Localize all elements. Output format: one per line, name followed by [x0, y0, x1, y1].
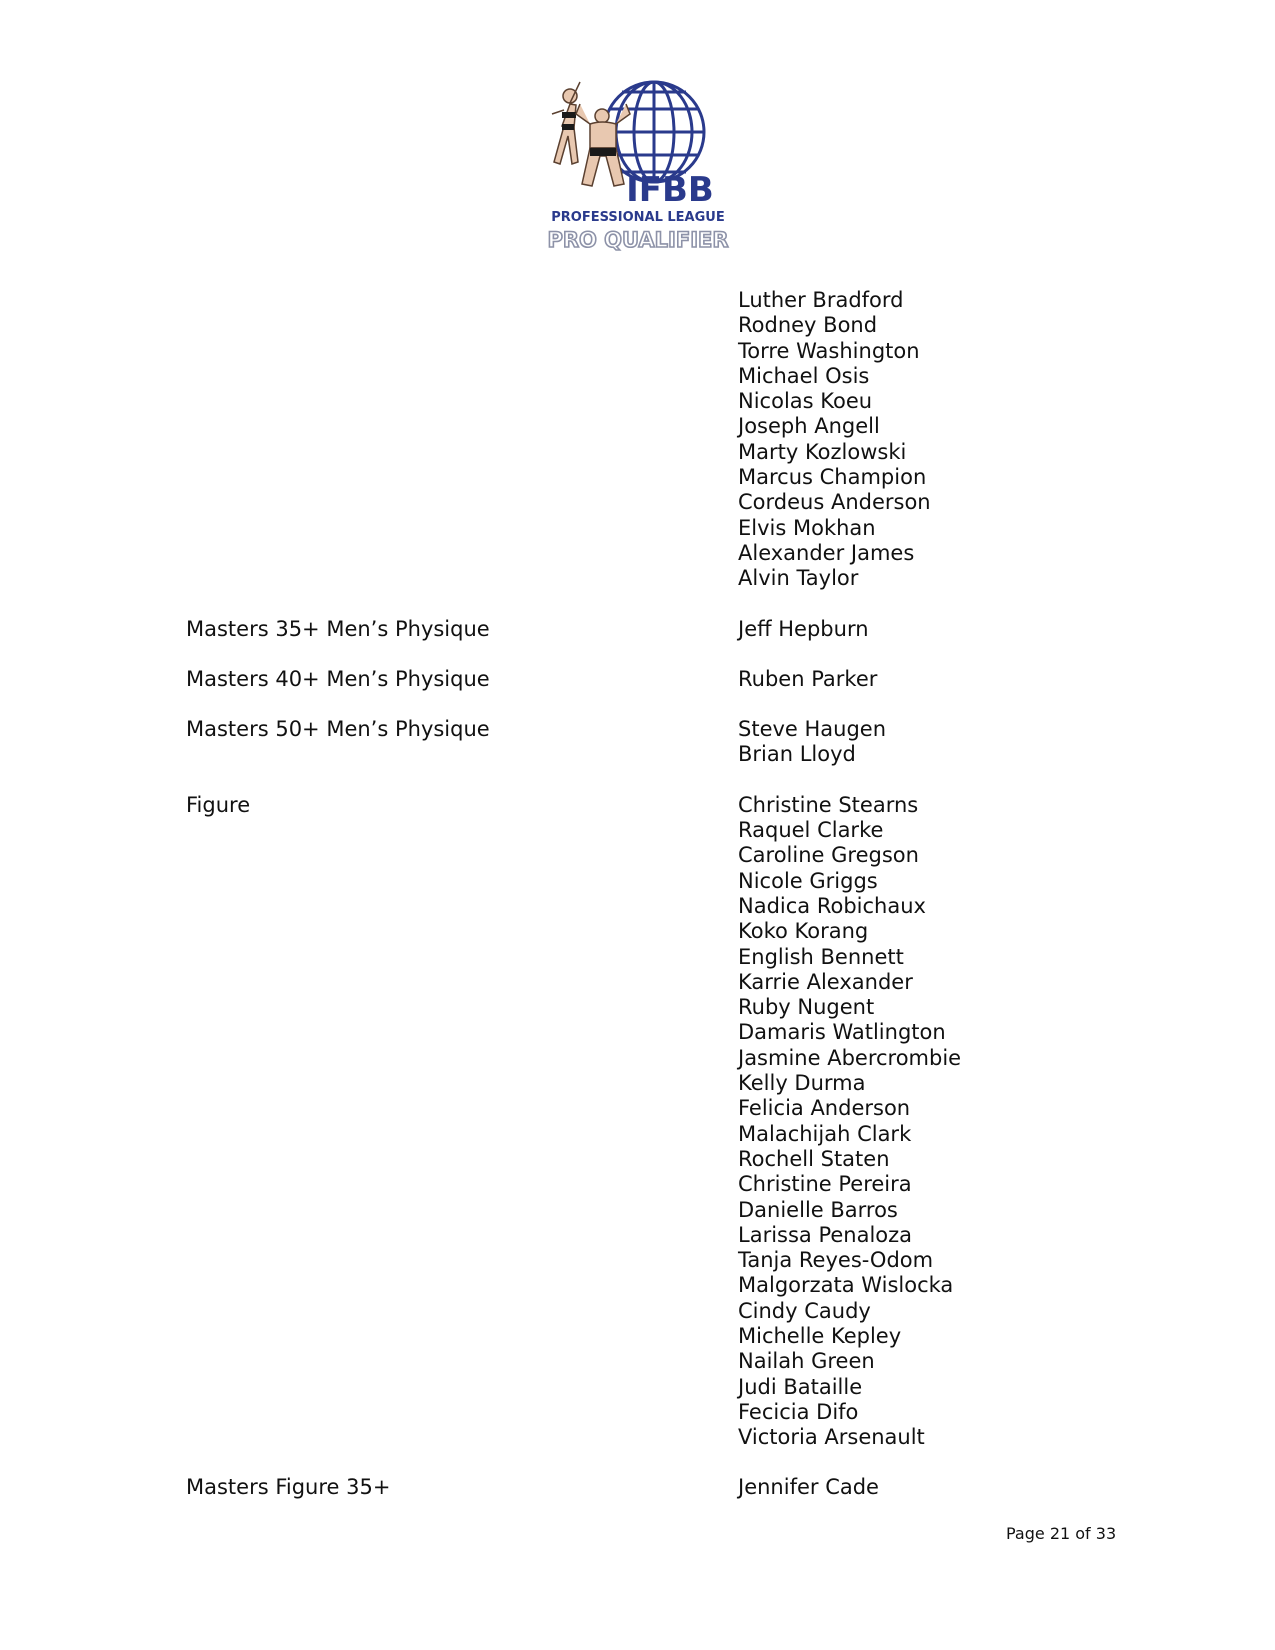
- competitor-list: [738, 288, 931, 592]
- competitor-name: Ruben Parker: [738, 666, 878, 691]
- competitor-name: Cindy Caudy: [738, 1298, 871, 1323]
- competitor-name: Raquel Clarke: [738, 818, 884, 843]
- competitor-name: Alexander James: [738, 540, 915, 565]
- competitor-name: Alvin Taylor: [738, 566, 859, 591]
- category-label: [186, 288, 738, 592]
- competitor-name: Danielle Barros: [738, 1197, 898, 1222]
- competitor-name: Kelly Durma: [738, 1071, 866, 1096]
- competitor-list: [738, 617, 869, 642]
- logo-subtitle: PROFESSIONAL LEAGUE: [551, 210, 725, 225]
- competitor-name: Malgorzata Wislocka: [738, 1273, 954, 1298]
- female-athlete-figure: [552, 82, 580, 164]
- competitor-name: English Bennett: [738, 944, 904, 969]
- competitor-name: Jennifer Cade: [738, 1475, 879, 1500]
- competitor-name: Nadica Robichaux: [738, 893, 926, 918]
- result-row: [186, 717, 1126, 768]
- competitor-name: Marty Kozlowski: [738, 439, 907, 464]
- competitor-name: Michael Osis: [738, 363, 870, 388]
- competitor-name: Jeff Hepburn: [738, 616, 869, 641]
- competitor-name: Fecicia Difo: [738, 1399, 859, 1424]
- competitor-name: Felicia Anderson: [738, 1096, 911, 1121]
- competitor-name: Christine Pereira: [738, 1172, 912, 1197]
- result-row: [186, 288, 1126, 592]
- competitor-name: Nicolas Koeu: [738, 389, 873, 414]
- competitor-name: Marcus Champion: [738, 465, 927, 490]
- result-row: [186, 667, 1126, 692]
- competitor-name: Rodney Bond: [738, 313, 878, 338]
- competitor-name: Tanja Reyes-Odom: [738, 1248, 934, 1273]
- competitor-name: Nailah Green: [738, 1349, 875, 1374]
- competitor-name: Christine Stearns: [738, 792, 919, 817]
- competitor-name: Caroline Gregson: [738, 843, 919, 868]
- competitor-name: Elvis Mokhan: [738, 515, 876, 540]
- result-row: [186, 617, 1126, 642]
- category-label: Masters 40+ Men’s Physique: [186, 666, 490, 691]
- competitor-name: Rochell Staten: [738, 1146, 890, 1171]
- competitor-name: Jasmine Abercrombie: [738, 1045, 962, 1070]
- category-label: Masters Figure 35+: [186, 1475, 391, 1500]
- competitor-name: Cordeus Anderson: [738, 490, 931, 515]
- competitor-name: Nicole Griggs: [738, 868, 878, 893]
- competitor-name: Michelle Kepley: [738, 1323, 902, 1348]
- competitor-name: Brian Lloyd: [738, 742, 856, 767]
- competitor-name: Malachijah Clark: [738, 1121, 912, 1146]
- competitor-list: [738, 793, 961, 1451]
- competitor-name: Victoria Arsenault: [738, 1425, 925, 1450]
- competitor-name: Luther Bradford: [738, 288, 904, 312]
- competitor-list: [738, 717, 886, 768]
- page-number: Page 21 of 33: [1006, 1524, 1117, 1543]
- category-label: Masters 35+ Men’s Physique: [186, 616, 490, 641]
- competitor-name: Torre Washington: [738, 338, 920, 363]
- results-list: [186, 288, 1126, 1526]
- competitor-name: Karrie Alexander: [738, 969, 913, 994]
- competitor-list: [738, 1475, 879, 1500]
- competitor-name: Damaris Watlington: [738, 1020, 946, 1045]
- competitor-name: Judi Bataille: [738, 1374, 863, 1399]
- competitor-name: Koko Korang: [738, 919, 869, 944]
- competitor-list: [738, 667, 877, 692]
- category-label: Figure: [186, 792, 251, 817]
- competitor-name: Larissa Penaloza: [738, 1222, 913, 1247]
- result-row: [186, 1475, 1126, 1500]
- competitor-name: Steve Haugen: [738, 717, 887, 742]
- competitor-name: Joseph Angell: [738, 414, 880, 439]
- result-row: [186, 793, 1126, 1451]
- category-label: Masters 50+ Men’s Physique: [186, 717, 490, 742]
- competitor-name: Ruby Nugent: [738, 995, 875, 1020]
- male-athlete-figure: [576, 104, 630, 186]
- logo-title: IFBB: [626, 170, 714, 210]
- logo-tagline: PRO QUALIFIER: [547, 228, 729, 252]
- ifbb-pro-qualifier-logo: [532, 74, 744, 254]
